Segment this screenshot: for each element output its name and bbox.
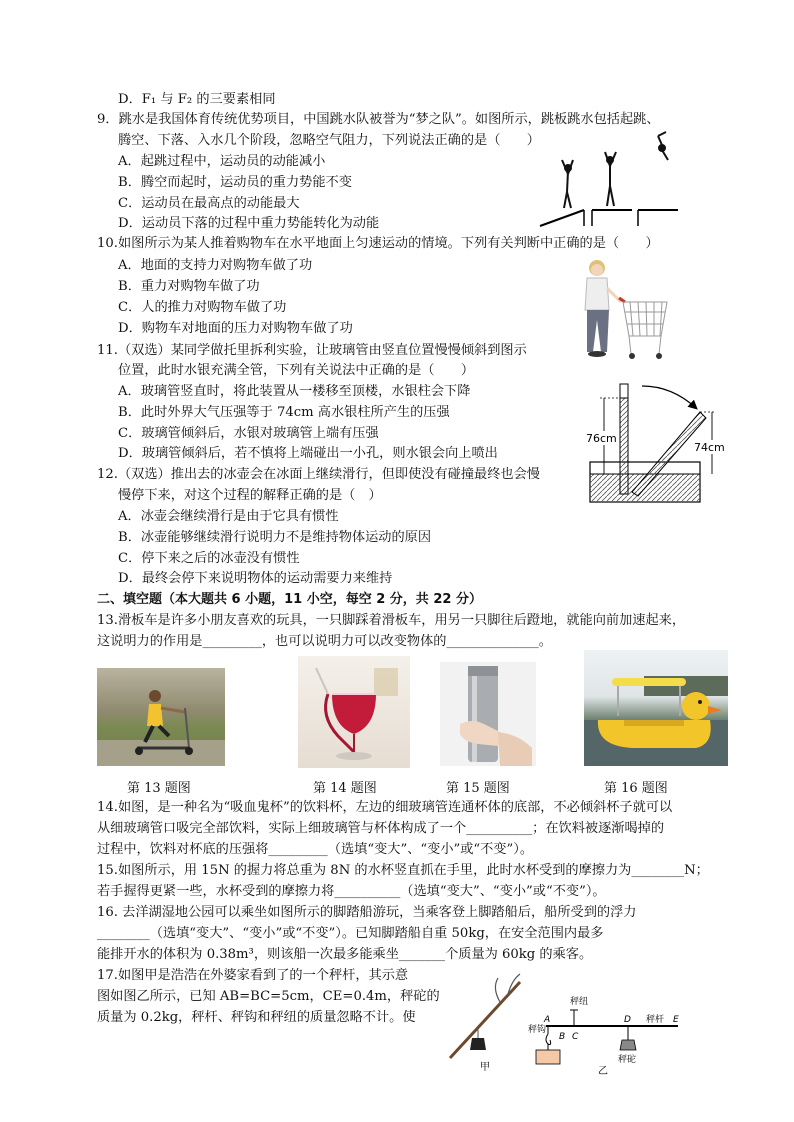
q11-option-a: A．玻璃管竖直时，将此装置从一楼移至顶楼，水银柱会下降 [118,384,471,399]
q12-option-b: B．冰壶能够继续滑行说明力不是维持物体运动的原因 [118,530,432,545]
q12-stem-2: 慢停下来，对这个过程的解释正确的是（ ） [118,488,382,503]
q11-option-c: C．玻璃管倾斜后，水银对玻璃管上端有压强 [118,426,379,441]
label-cheng-gou: 秤钩 [528,1025,547,1035]
label-d: D [624,1015,631,1025]
q17-line-1: 17.如图甲是浩浩在外婆家看到了的一个秤杆，其示意 [97,968,409,983]
label-76cm: 76cm [586,432,617,445]
q9-option-b: B．腾空而起时，运动员的重力势能不变 [118,175,352,190]
q9-stem-1: 9．跳水是我国体育传统优势项目，中国跳水队被誉为“梦之队”。如图所示，跳板跳水包括起跳、 [97,112,660,127]
label-e: E [673,1015,679,1025]
q14-line-3: 过程中，饮料对杯底的压强将_________（选填“变大”、“变小”或“不变”）。 [97,842,534,857]
vampire-cup-photo [298,656,410,768]
diver-2 [605,152,616,206]
steelyard-sketch-jia [440,968,530,1074]
q16-line-3: 能排开水的体积为 0.38m³，则该船一次最多能乘坐_______个质量为 60kg 的乘客。 [97,947,593,962]
q10-option-d: D．购物车对地面的压力对购物车做了功 [118,321,353,336]
q10-option-c: C．人的推力对购物车做了功 [118,300,287,315]
q17-line-2: 图如图乙所示，已知 AB=BC=5cm，CE=0.4m，秤砣的 [97,989,440,1004]
label-cheng-niu: 秤纽 [570,997,589,1007]
q11-option-b: B．此时外界大气压强等于 74cm 高水银柱所产生的压强 [118,405,450,420]
q14-line-1: 14.如图，是一种名为“吸血鬼杯”的饮料杯，左边的细玻璃管连通杯体的底部，不必倾斜杯子就可以 [97,800,673,815]
label-cheng-tuo: 秤砣 [618,1055,637,1065]
steelyard-diagram-yi [528,984,688,1076]
label-yi: 乙 [598,1066,608,1076]
q11-stem-1: 11.（双选）某同学做托里拆利实验，让玻璃管由竖直位置慢慢倾斜到图示 [97,343,527,358]
section-2-title: 二、填空题（本大题共 6 小题，11 小空，每空 2 分，共 22 分） [97,592,482,607]
label-cheng-gan: 秤杆 [646,1015,665,1025]
q12-stem-1: 12.（双选）推出去的冰壶会在冰面上继续滑行，但即使没有碰撞最终也会慢 [97,467,540,482]
diver-1 [562,160,573,208]
q12-option-d: D．最终会停下来说明物体的运动需要力来维持 [118,571,393,586]
water-bottle-photo [440,662,536,766]
caption-q13: 第 13 题图 [127,781,191,796]
torricelli-figure [582,376,730,508]
label-c: C [572,1032,579,1042]
diver-3 [658,132,668,160]
q9-option-c: C．运动员在最高点的动能最大 [118,196,300,211]
q10-option-a: A．地面的支持力对购物车做了功 [118,258,313,273]
label-b: B [559,1032,566,1042]
q10-stem-1: 10.如图所示为某人推着购物车在水平地面上匀速运动的情境。下列有关判断中正确的是（ ） [97,236,659,251]
caption-q15: 第 15 题图 [446,781,510,796]
shopping-cart-figure [575,254,675,366]
q9-option-d: D．运动员下落的过程中重力势能转化为动能 [118,216,380,231]
q16-line-2: ________（选填“变大”、“变小”或“不变”）。已知脚踏船自重 50kg，在安全范围内最多 [97,926,604,941]
duck-boat-photo [584,650,728,766]
q15-line-2: 若手握得更紧一些，水杯受到的摩擦力将__________（选填“变大”、“变小”或“不变”）。 [97,884,606,899]
q8-option-d: D．F₁ 与 F₂ 的三要素相同 [118,92,276,107]
q12-option-c: C．停下来之后的冰壶没有惯性 [118,551,300,566]
caption-q16: 第 16 题图 [604,781,668,796]
q13-line-2: 这说明力的作用是_________，也可以说明力可以改变物体的______________。 [97,634,552,649]
caption-q14: 第 14 题图 [313,781,377,796]
q16-line-1: 16. 去洋湖湿地公园可以乘坐如图所示的脚踏船游玩，当乘客登上脚踏船后，船所受到的浮力 [97,905,637,920]
q17-line-3: 质量为 0.2kg，秤杆、秤钩和秤纽的质量忽略不计。使 [97,1010,416,1025]
q14-line-2: 从细玻璃管口吸完全部饮料，实际上细玻璃管与杯体构成了一个__________；在饮料被逐渐喝掉的 [97,821,665,836]
label-a: A [544,1015,551,1025]
q15-line-1: 15.如图所示，用 15N 的握力将总重为 8N 的水杯竖直抓在手里，此时水杯受到的摩擦力为________N； [97,863,709,878]
q11-option-d: D．玻璃管倾斜后，若不慎将上端碰出一小孔，则水银会向上喷出 [118,446,498,461]
q13-line-1: 13.滑板车是许多小朋友喜欢的玩具，一只脚踩着滑板车，用另一只脚往后蹬地，就能向前加速起来， [97,613,686,628]
scooter-photo [97,668,225,766]
q11-stem-2: 位置，此时水银充满全管，下列有关说法中正确的是（ ） [118,363,475,378]
label-74cm: 74cm [694,441,725,454]
q10-option-b: B．重力对购物车做了功 [118,279,260,294]
q9-stem-2: 腾空、下落、入水几个阶段，忽略空气阻力，下列说法正确的是（ ） [118,133,540,148]
label-jia: 甲 [480,1062,490,1073]
q12-option-a: A．冰壶会继续滑行是由于它具有惯性 [118,509,339,524]
q9-option-a: A．起跳过程中，运动员的动能减小 [118,154,326,169]
diving-figure [536,130,686,230]
